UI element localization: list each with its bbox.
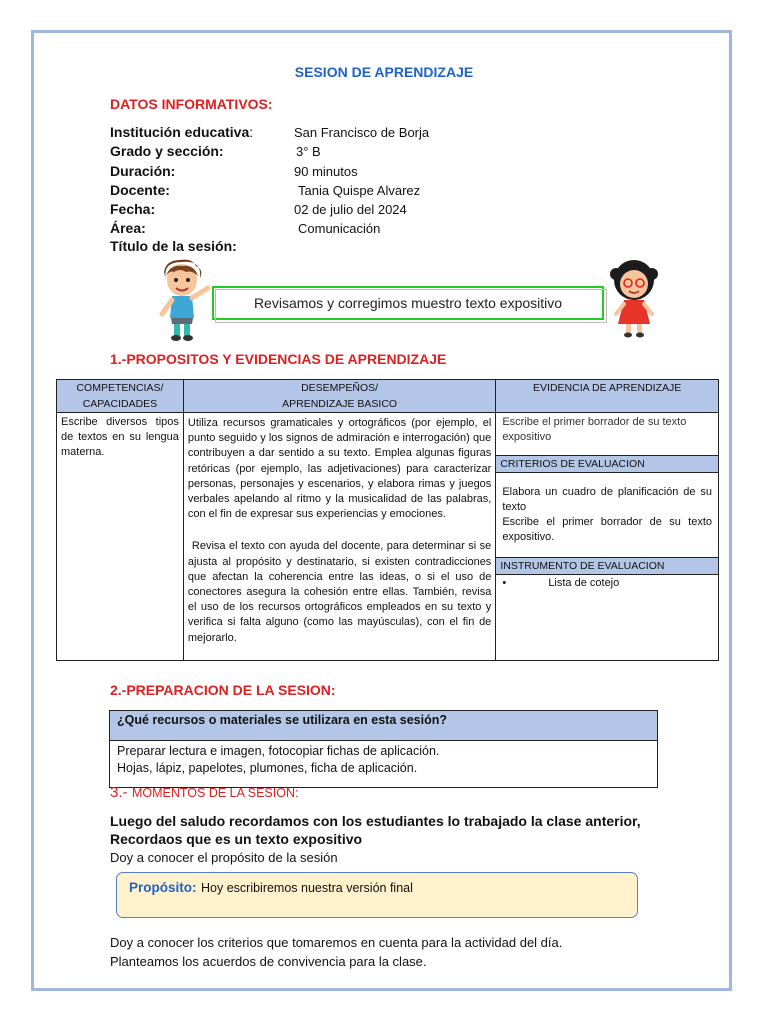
section3-title: MOMENTOS DE LA SESION:: [131, 786, 299, 800]
bullet-icon: •: [502, 577, 507, 589]
purpose-label: Propósito:: [129, 880, 197, 895]
instrumento-item: [496, 575, 718, 591]
closing-line-2: Planteamos los acuerdos de convivencia para la clase.: [110, 954, 427, 969]
info-value-fecha: 02 de julio del 2024: [294, 202, 407, 217]
resources-question: ¿Qué recursos o materiales se utilizara en esta sesión?: [110, 711, 658, 741]
section1-heading: 1.-PROPOSITOS Y EVIDENCIAS DE APRENDIZAJE: [110, 351, 447, 367]
info-label-fecha: Fecha:: [110, 201, 156, 217]
evidencia-cell: [496, 413, 719, 661]
datos-heading: DATOS INFORMATIVOS:: [110, 96, 273, 112]
info-value-docente: Tania Quispe Alvarez: [298, 183, 421, 198]
info-label-titulo: Título de la sesión:: [110, 238, 237, 254]
info-value-area: Comunicación: [298, 221, 381, 236]
section3-heading: [110, 784, 298, 802]
header-evidencia: EVIDENCIA DE APRENDIZAJE: [496, 380, 719, 413]
purpose-text: Hoy escribiremos nuestra versión final: [201, 881, 413, 895]
info-value-grado: 3° B: [296, 144, 321, 159]
section2-heading: 2.-PREPARACION DE LA SESION:: [110, 682, 336, 698]
competencia-cell: Escribe diversos tipos de textos en su lengua materna.: [57, 413, 184, 661]
resources-line-1: Preparar lectura e imagen, fotocopiar fichas de aplicación.: [117, 744, 440, 758]
instrumento-text: Lista de cotejo: [548, 577, 620, 589]
document-title: SESION DE APRENDIZAJE: [294, 64, 474, 80]
header-desempenos: DESEMPEÑOS/ APRENDIZAJE BASICO: [183, 380, 495, 413]
info-label-institucion: Institución educativa:: [110, 124, 254, 140]
girl-illustration: [608, 258, 660, 338]
purpose-box: [116, 872, 638, 918]
section3-number: 3.-: [110, 784, 128, 801]
resources-list: [110, 741, 658, 788]
session-title-box: [212, 286, 604, 320]
resources-table: [109, 710, 658, 788]
intro-line-1: Luego del saludo recordamos con los estudiantes lo trabajado la clase anterior,: [110, 813, 641, 829]
resources-line-2: Hojas, lápiz, papelotes, plumones, ficha de aplicación.: [117, 761, 418, 775]
instrumento-header: INSTRUMENTO DE EVALUACION: [496, 557, 718, 575]
header-competencias: COMPETENCIAS/ CAPACIDADES: [57, 380, 184, 413]
info-label-grado: Grado y sección:: [110, 143, 224, 159]
purpose-intro: Doy a conocer el propósito de la sesión: [110, 850, 338, 865]
info-value-duracion: 90 minutos: [294, 164, 358, 179]
intro-line-2: Recordaos que es un texto expositivo: [110, 831, 363, 847]
criterios-header: CRITERIOS DE EVALUACION: [496, 455, 718, 473]
evidencia-text: Escribe el primer borrador de su texto expositivo: [502, 416, 687, 443]
criterio-1: Elabora un cuadro de planificación de su texto: [502, 486, 712, 513]
desempeno-2: Revisa el texto con ayuda del docente, para determinar si se ajusta al propósito y destinatario, si existen contradicciones que afectan la coherencia entre las ideas, o si el uso de conectores asegura la cohesión entre ellas. También, revisa el uso de los recursos ortográficos empleados en su texto y verifica si falta alguno (como las mayúsculas), con el fin de mejorarlo.: [187, 540, 492, 644]
info-value-institucion: San Francisco de Borja: [294, 125, 430, 140]
criterios-list: [496, 473, 718, 557]
boy-illustration: [152, 258, 214, 342]
desempenos-cell: [183, 413, 495, 661]
session-title-text: Revisamos y corregimos muestro texto expositivo: [253, 295, 563, 311]
criterio-2: Escribe el primer borrador de su texto expositivo.: [502, 516, 712, 543]
desempeno-1: Utiliza recursos gramaticales y ortográficos (por ejemplo, el punto seguido y los signos de admiración e interrogación) que contribuyen a dar sentido a su texto. Emplea algunas figuras retóricas (por ejemplo, las adjetivaciones) para caracterizar personas, personajes y escenarios, y elabora rimas y juegos verbales apelando al ritmo y la musicalidad de las palabras, con el fin de expresar sus experiencias y emociones.: [187, 417, 492, 521]
info-label-docente: Docente:: [110, 182, 170, 198]
info-label-area: Área:: [110, 220, 146, 236]
info-label-duracion: Duración:: [110, 163, 176, 179]
closing-line-1: Doy a conocer los criterios que tomaremos en cuenta para la actividad del día.: [110, 935, 563, 950]
purposes-table: [56, 379, 719, 661]
